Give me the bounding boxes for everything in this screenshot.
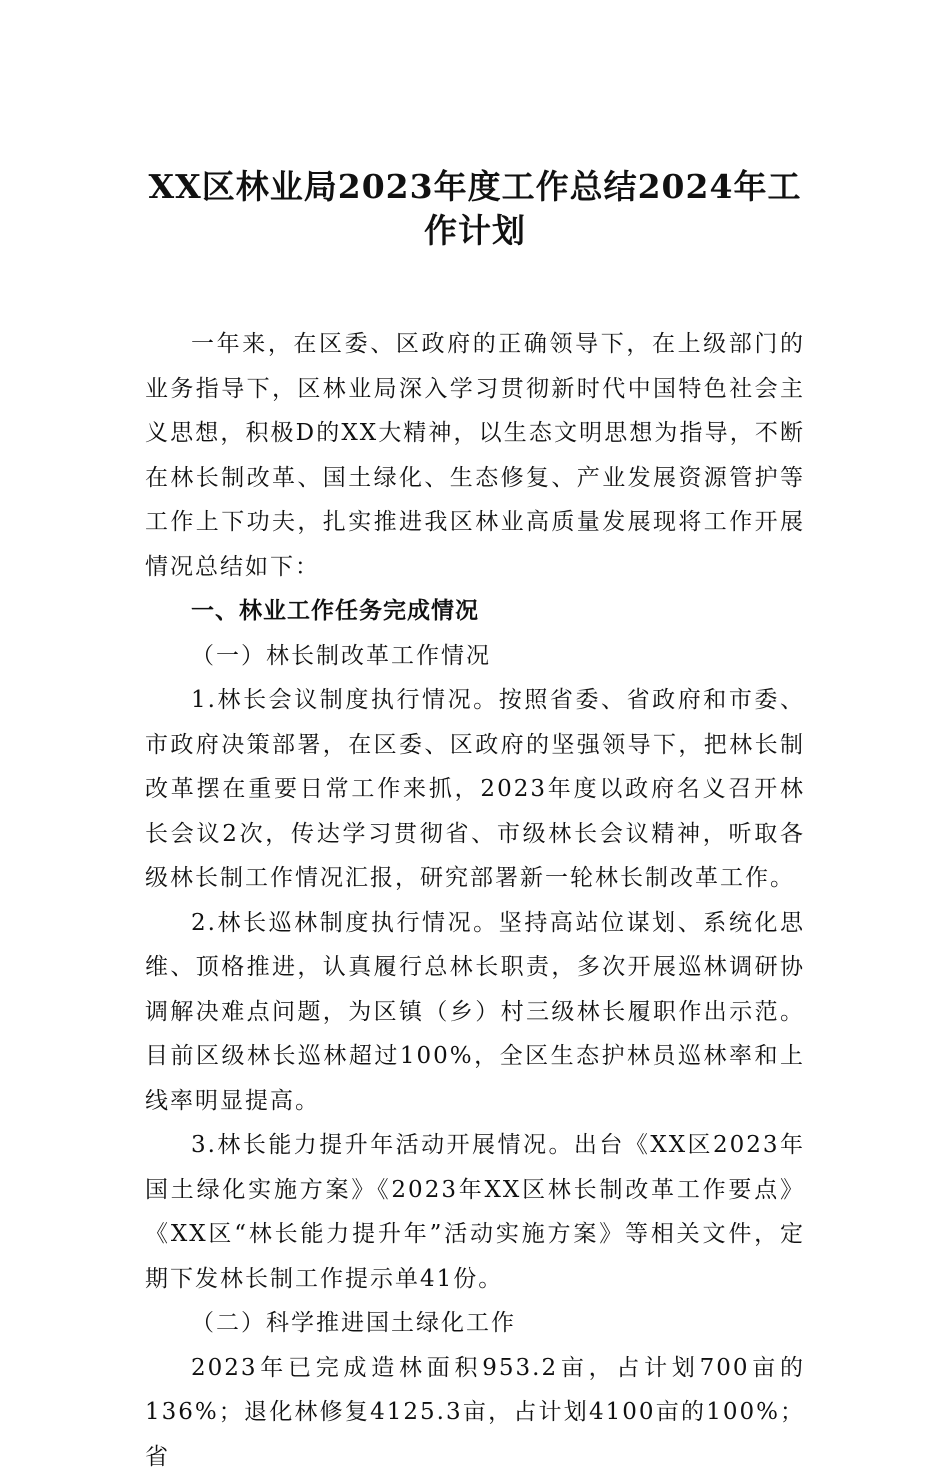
section-heading-1: 一、林业工作任务完成情况	[145, 589, 805, 634]
item-paragraph-3: 3.林长能力提升年活动开展情况。出台《XX区2023年国土绿化实施方案》《2023年XX区林长制改革工作要点》《XX区“林长能力提升年”活动实施方案》等相关文件，定期下发林长制工作提示单41份。	[145, 1123, 805, 1301]
document-body	[145, 322, 805, 1479]
item-paragraph-2: 2.林长巡林制度执行情况。坚持高站位谋划、系统化思维、顶格推进，认真履行总林长职责，多次开展巡林调研协调解决难点问题，为区镇（乡）村三级林长履职作出示范。目前区级林长巡林超过100%，全区生态护林员巡林率和上线率明显提高。	[145, 901, 805, 1124]
item-paragraph-4: 2023年已完成造林面积953.2亩，占计划700亩的136%；退化林修复4125.3亩，占计划4100亩的100%；省	[145, 1346, 805, 1479]
subsection-heading-2: （二）科学推进国土绿化工作	[145, 1301, 805, 1346]
item-paragraph-1: 1.林长会议制度执行情况。按照省委、省政府和市委、市政府决策部署，在区委、区政府的坚强领导下，把林长制改革摆在重要日常工作来抓，2023年度以政府名义召开林长会议2次，传达学习贯彻省、市级林长会议精神，听取各级林长制工作情况汇报，研究部署新一轮林长制改革工作。	[145, 678, 805, 901]
document-title-line2: 作计划	[140, 209, 810, 253]
document-title-line1: XX区林业局2023年度工作总结2024年工	[140, 165, 810, 209]
intro-paragraph: 一年来，在区委、区政府的正确领导下，在上级部门的业务指导下，区林业局深入学习贯彻新时代中国特色社会主义思想，积极D的XX大精神，以生态文明思想为指导，不断在林长制改革、国土绿化、生态修复、产业发展资源管护等工作上下功夫，扎实推进我区林业高质量发展现将工作开展情况总结如下：	[145, 322, 805, 589]
subsection-heading-1: （一）林长制改革工作情况	[145, 634, 805, 679]
